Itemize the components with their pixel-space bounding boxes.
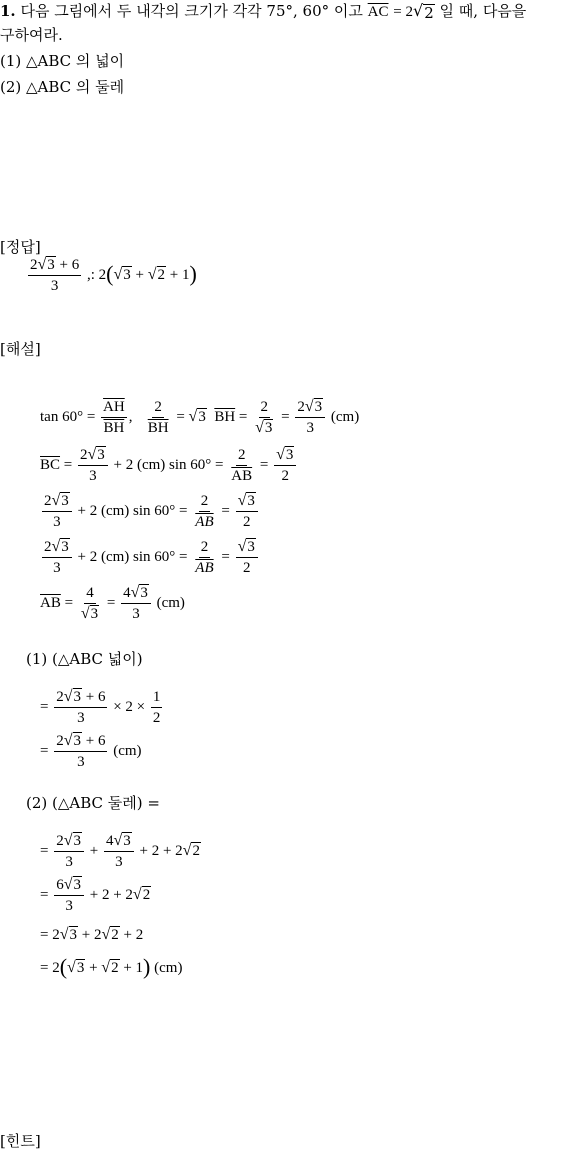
part2-line-b: = 6 √ 3 3 + 2 + 2 √ 2 [40, 876, 151, 914]
problem-item-2: (2) △ABC 의 둘레 [0, 78, 125, 96]
problem-text-a: 다음 그림에서 두 내각의 크기가 각각 75°, 60° 이고 [20, 2, 363, 20]
part1-header: (1) (△ABC 넓이) [26, 650, 143, 668]
problem-number: 1. [0, 2, 16, 20]
part2-line-d: = 2( √ 3 + √ 2 + 1) (cm) [40, 954, 183, 979]
solution-line-4: 2 √ 3 3 + 2 (cm) sin 60° = $\frac{2}{AB}$ = √ 3 2 [40, 538, 260, 577]
answer-header: [정답] [0, 238, 41, 256]
part1-line-a: = 2 √ 3 + 6 3 × 2 × $\frac{1}{2}$ [40, 688, 161, 726]
segment-ac: $\overline{AC}$ [367, 4, 389, 20]
solution-line-3: 2 √ 3 3 + 2 (cm) sin 60° = $\frac{2}{AB}$ = √ 3 2 [40, 492, 260, 531]
solution-header: [해설] [0, 340, 41, 358]
answer-perimeter: 2( √ 3 + √ 2 + 1) [98, 260, 197, 286]
answer-area-fraction: 2 √ 3 + 6 3 [30, 256, 80, 294]
solution-line-2: $\overline{BC}$ = 2 √ 3 3 + 2 (cm) sin 60° = $\frac{2}{AB}$ = √ 3 2 [40, 446, 298, 485]
problem-text-b: = 2 [393, 4, 413, 20]
answer-expression [26, 256, 197, 295]
hint-header: [힌트] [0, 1132, 41, 1150]
problem-line-2: 구하여라. [0, 26, 63, 44]
part1-line-b: = 2 √ 3 + 6 3 (cm) [40, 732, 142, 770]
part2-header: (2) (△ABC 둘레) = [26, 794, 160, 812]
solution-line-1: tan 60° = $\frac{\overline{AH}}{BH}$ , $\frac{2}{BH}$ = √ 3 $\overline{BH}$ = 2 √ 3 = 2 √ 3 3 (cm) [40, 398, 360, 436]
problem-text-c: 일 때, 다음을 [439, 2, 527, 20]
part2-line-c: = 2 √ 3 + 2 √ 2 + 2 [40, 926, 144, 943]
problem-item-1: (1) △ABC 의 넓이 [0, 52, 125, 70]
part2-line-a: = 2 √ 3 3 + 4 √ 3 3 + 2 + 2 √ 2 [40, 832, 200, 870]
answer-separator: ,: [87, 266, 95, 283]
sqrt-2: √ 2 [413, 1, 434, 22]
problem-line-1 [0, 0, 526, 23]
solution-line-5: $\overline{AB}$ = 4 √ 3 = 4 √ 3 3 (cm) [40, 584, 185, 622]
